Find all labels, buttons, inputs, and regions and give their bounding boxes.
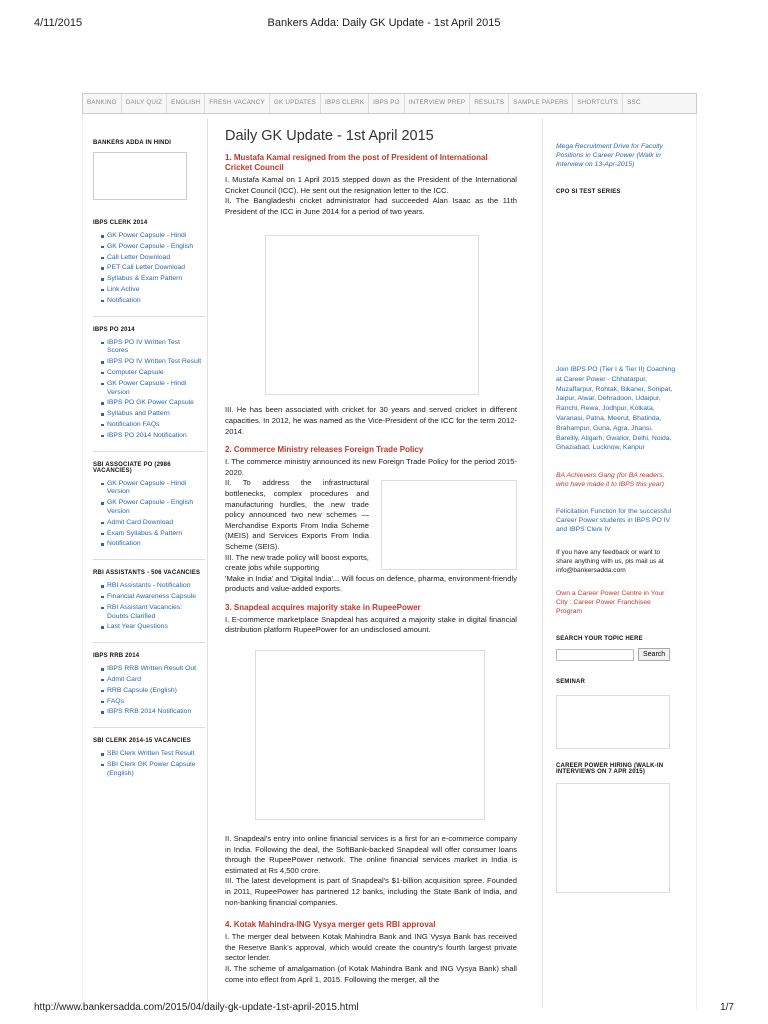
sidebar-link[interactable]: Notification FAQs	[101, 421, 203, 430]
paragraph: I. The merger deal between Kotak Mahindra Bank and ING Vysya Bank has received the Reserve Bank's approval, which would create the country's fourth largest private sector lender.	[225, 932, 517, 963]
print-header	[0, 0, 768, 40]
paragraph: II. The scheme of amalgamation (of Kotak Mahindra Bank and ING Vysya Bank) shall come into effect from April 1, 2015. Following the merger, all the	[225, 964, 517, 984]
nav-banking[interactable]: BANKING	[83, 94, 122, 113]
nav-sample-papers[interactable]: SAMPLE PAPERS	[509, 94, 573, 113]
hiring-image-placeholder[interactable]	[556, 783, 670, 893]
print-page-number: 1/7	[720, 1002, 734, 1013]
paragraph: I. E-commerce marketplace Snapdeal has acquired a majority stake in digital financial distribution platform RupeePower for an undisclosed amount.	[225, 614, 517, 635]
right-sidebar	[556, 142, 676, 893]
sidebar-link[interactable]: IBPS PO IV Written Test Scores	[101, 339, 203, 357]
sidebar-link[interactable]: FAQs	[101, 698, 203, 707]
section-heading-3: 3. Snapdeal acquires majority stake in RupeePower	[225, 602, 421, 612]
search-input[interactable]	[556, 649, 634, 661]
cpo-si-heading: CPO SI TEST SERIES	[556, 189, 621, 195]
search-heading: SEARCH YOUR TOPIC HERE	[556, 636, 643, 643]
sidebar-divider	[93, 727, 205, 728]
hiring-heading: CAREER POWER HIRING (WALK-IN INTERVIEWS ON 7 APR 2015)	[556, 763, 664, 776]
sidebar-heading: IBPS RRB 2014	[93, 653, 140, 660]
section-heading-4: 4. Kotak Mahindra-ING Vysya merger gets RBI approval	[225, 920, 436, 930]
nav-ibps-clerk[interactable]: IBPS CLERK	[321, 94, 369, 113]
sidebar-link[interactable]: Link Active	[101, 286, 203, 295]
sidebar-list	[93, 582, 203, 632]
paragraph: III. The latest development is part of Snapdeal's $1-billion acquisition spree. Founded in 2011, RupeePower has partnered 12 banks, including the State Bank of India, and non-banking financial companies.	[225, 876, 517, 907]
sidebar-heading: IBPS PO 2014	[93, 326, 135, 333]
sidebar-link[interactable]: Syllabus and Pattern	[101, 410, 203, 419]
nav-results[interactable]: RESULTS	[470, 94, 509, 113]
search-form	[556, 648, 676, 661]
nav-gk-updates[interactable]: GK UPDATES	[270, 94, 321, 113]
nav-daily-quiz[interactable]: DAILY QUIZ	[122, 94, 167, 113]
franchise-link[interactable]: Own a Career Power Centre in Your City : Career Power Franchisee Program	[556, 590, 665, 616]
hindi-widget-box[interactable]	[93, 152, 187, 200]
sidebar-link[interactable]: IBPS PO 2014 Notification	[101, 432, 203, 441]
sidebar-link[interactable]: GK Power Capsule - English	[101, 243, 203, 252]
sidebar-list	[93, 480, 203, 550]
sidebar-link[interactable]: IBPS PO IV Written Test Result	[101, 358, 203, 367]
sidebar-link[interactable]: RRB Capsule (English)	[101, 687, 203, 696]
print-footer	[0, 994, 768, 1024]
nav-interview-prep[interactable]: INTERVIEW PREP	[405, 94, 471, 113]
sidebar-link[interactable]: Last Year Questions	[101, 623, 203, 632]
sidebar-link[interactable]: Financial Awareness Capsule	[101, 593, 203, 602]
sidebar-link[interactable]: RBI Assistant Vacancies: Doubts Clarified	[101, 604, 203, 622]
sidebar-heading: SBI ASSOCIATE PO (2986 VACANCIES)	[93, 461, 171, 474]
sidebar-link[interactable]: SBI Clerk Written Test Result	[101, 750, 203, 759]
sidebar-heading-hindi: BANKERS ADDA IN HINDI	[93, 140, 172, 146]
sidebar-list	[93, 750, 203, 778]
achievers-link[interactable]: BA Achievers Gang (for BA readers, who have made it to IBPS this year)	[556, 472, 665, 489]
sidebar-link[interactable]: IBPS PO GK Power Capsule	[101, 399, 203, 408]
sidebar-link[interactable]: Notification	[101, 297, 203, 306]
sidebar-link[interactable]: Notification	[101, 540, 203, 549]
sidebar-link[interactable]: IBPS RRB Written Result Out	[101, 665, 203, 674]
paragraph: 'Make in India' and 'Digital India'... Will focus on defence, pharma, environment-friendly products and value-added exports.	[225, 573, 517, 594]
sidebar-link[interactable]: SBI Clerk GK Power Capsule (English)	[101, 761, 203, 779]
column-divider	[542, 118, 543, 1008]
sidebar-list	[93, 665, 203, 717]
sidebar-list	[93, 232, 203, 306]
print-date: 4/11/2015	[34, 17, 83, 29]
search-button[interactable]: Search	[638, 648, 670, 661]
left-sidebar	[93, 140, 203, 796]
ad-image-placeholder[interactable]	[381, 480, 517, 570]
paragraph: I. The commerce ministry announced its new Foreign Trade Policy for the period 2015-2020.	[225, 457, 517, 477]
column-divider	[207, 118, 208, 1008]
sidebar-link[interactable]: Syllabus & Exam Pattern	[101, 275, 203, 284]
sidebar-link[interactable]: Admit Card	[101, 676, 203, 685]
sidebar-link[interactable]: GK Power Capsule - Hindi Version	[101, 380, 203, 398]
sidebar-heading: RBI ASSISTANTS - 506 VACANCIES	[93, 570, 201, 577]
sidebar-divider	[93, 316, 205, 317]
felicitation-link[interactable]: Felicitation Function for the successful Career Power students in IBPS PO IV and IBPS Clerk IV	[556, 508, 672, 534]
section-heading-2: 2. Commerce Ministry releases Foreign Trade Policy	[225, 445, 424, 455]
nav-shortcuts[interactable]: SHORTCUTS	[573, 94, 623, 113]
paragraph: III. He has been associated with cricket for 30 years and served cricket in different capacities. In 2012, he was named as the Vice-President of the ICC for the term 2012-2014.	[225, 405, 517, 436]
sidebar-link[interactable]: Computer Capsule	[101, 369, 203, 378]
paragraph: III. The new trade policy will boost exports, create jobs while supporting	[225, 552, 369, 573]
sidebar-link[interactable]: Call Letter Download	[101, 254, 203, 263]
sidebar-list	[93, 339, 203, 441]
ad-image-placeholder[interactable]	[265, 235, 479, 395]
nav-ssc[interactable]: SSC	[627, 99, 641, 106]
section-heading-1: 1. Mustafa Kamal resigned from the post of President of International Cricket Council	[225, 153, 488, 172]
sidebar-link[interactable]: PET Call Letter Download	[101, 264, 203, 273]
feedback-text: If you have any feedback or want to share anything with us, pls mail us at info@bankersadda.com	[556, 549, 664, 575]
sidebar-link[interactable]: GK Power Capsule - Hindi	[101, 232, 203, 241]
sidebar-link[interactable]: IBPS RRB 2014 Notification	[101, 708, 203, 717]
print-url: http://www.bankersadda.com/2015/04/daily-gk-update-1st-april-2015.html	[34, 1002, 359, 1013]
sidebar-link[interactable]: Admit Card Download	[101, 519, 203, 528]
paragraph: II. Snapdeal's entry into online financial services is a first for an e-commerce company in India. Following the deal, the SoftBank-backed Snapdeal will offer consumer loans through the RupeePower network. The online financial services market in India is estimated at Rs 4,500 crore.	[225, 834, 517, 875]
print-title: Bankers Adda: Daily GK Update - 1st April 2015	[267, 17, 501, 29]
ad-image-placeholder[interactable]	[255, 650, 485, 820]
sidebar-link[interactable]: RBI Assistants - Notification	[101, 582, 203, 591]
nav-ibps-po[interactable]: IBPS PO	[369, 94, 405, 113]
sidebar-heading: SBI CLERK 2014-15 VACANCIES	[93, 738, 191, 745]
nav-fresh-vacancy[interactable]: FRESH VACANCY	[205, 94, 270, 113]
sidebar-divider	[93, 642, 205, 643]
top-nav	[82, 93, 697, 114]
sidebar-heading: IBPS CLERK 2014	[93, 220, 148, 226]
seminar-image-placeholder[interactable]	[556, 695, 670, 749]
mega-recruitment-link[interactable]: Mega Recruitment Drive for Faculty Positions in Career Power (Walk in Interview on 13-Apr-2015)	[556, 143, 663, 168]
sidebar-divider	[93, 451, 205, 452]
seminar-heading: SEMINAR	[556, 679, 586, 686]
sidebar-link[interactable]: GK Power Capsule - English Version	[101, 499, 203, 517]
paragraph: II. To address the infrastructural bottlenecks, complex procedures and manufacturing hurdles, the new trade policy announced two new schemes — Merchandise Exports From India Scheme (MEIS) and Services Exports From India Scheme (SEIS).	[225, 478, 369, 551]
join-coaching-link[interactable]: Join IBPS PO (Tier I & Tier II) Coaching at Career Power - Chhatarpur, Muzaffarpur, Rohtak, Bikaner, Sonipat, Jaipur, Alwar, Dehradoon, Udaipur, Ranchi, Rewa, Jodhpur, Kolkata, Varanasi, Patna, Meerut, Bhatinda, Brahampur, Guna, Agra, Jhansi, Bareilly, Aligarh, Gwalior, Delhi, Noida, Ghaziabad, Lucknow, Kanpur	[556, 366, 676, 452]
sidebar-link[interactable]: Exam Syllabus & Pattern	[101, 530, 203, 539]
page-title: Daily GK Update - 1st April 2015	[225, 128, 434, 144]
sidebar-divider	[93, 559, 205, 560]
paragraph: I. Mustafa Kamal on 1 April 2015 stepped down as the President of the International Cricket Council (ICC). He sent out the resignation letter to the ICC.	[225, 175, 517, 195]
nav-english[interactable]: ENGLISH	[167, 94, 205, 113]
article	[225, 128, 517, 985]
paragraph: II. The Bangladeshi cricket administrator had succeeded Alan Isaac as the 11th President of the ICC in June 2014 for a period of two years.	[225, 196, 517, 216]
sidebar-link[interactable]: GK Power Capsule - Hindi Version	[101, 480, 203, 498]
cpo-banner-placeholder[interactable]	[556, 205, 668, 353]
